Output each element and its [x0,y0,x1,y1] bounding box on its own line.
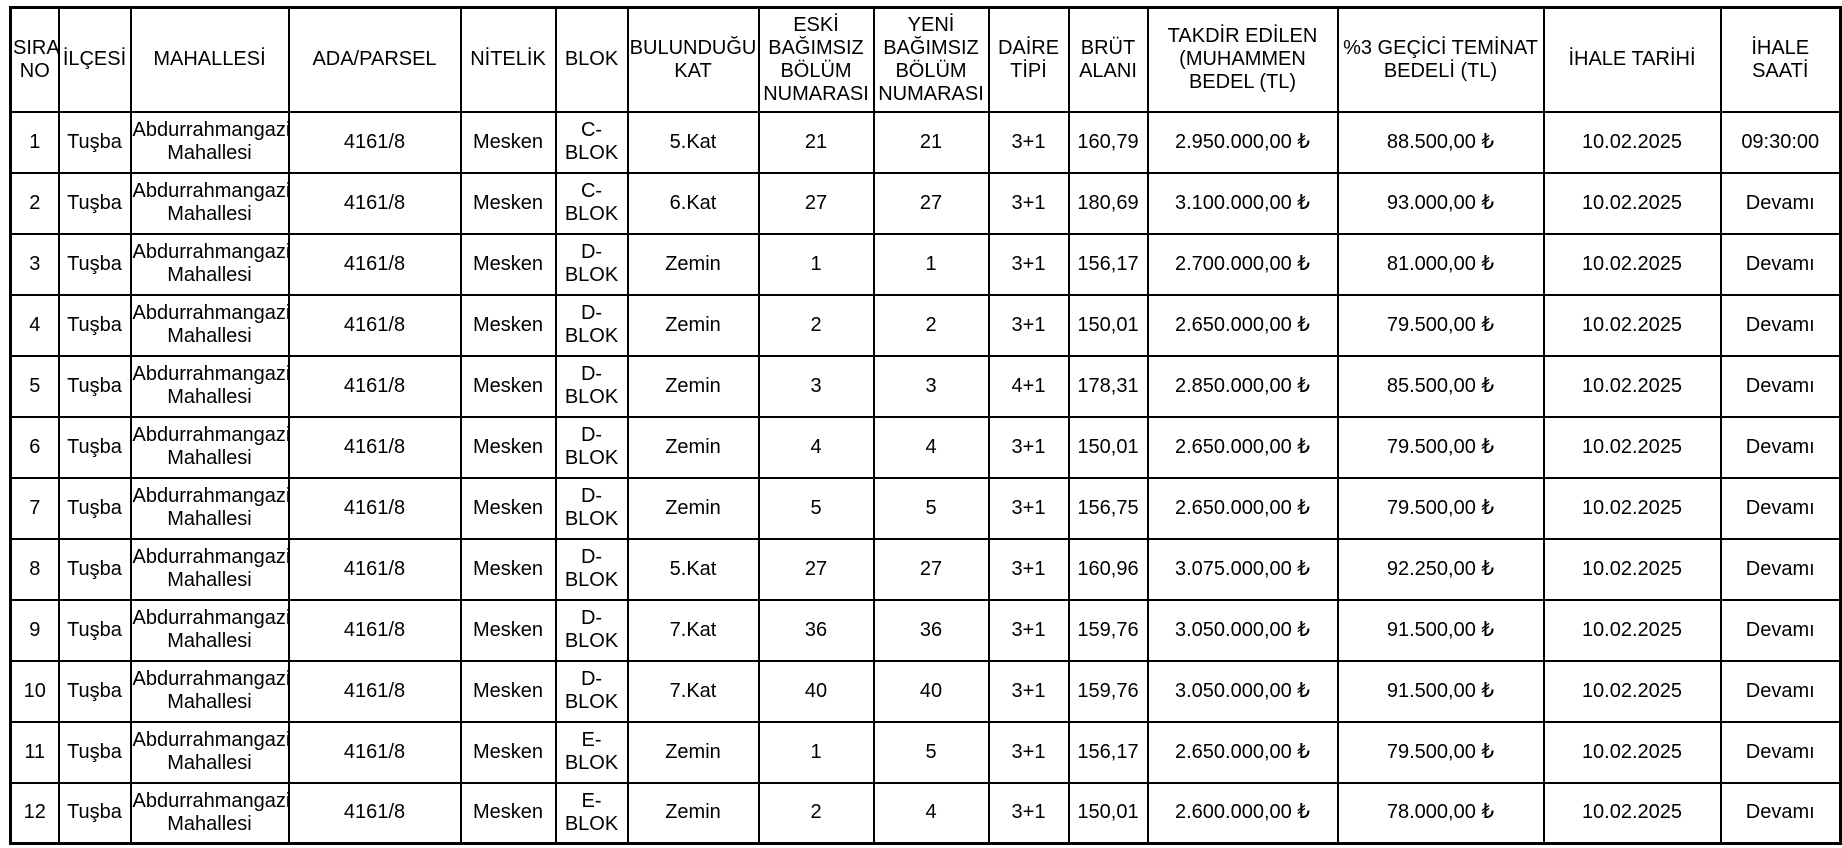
cell-ihale-tarihi: 10.02.2025 [1544,539,1721,600]
cell-blok: D-BLOK [556,661,628,722]
cell-nitelik: Mesken [461,478,556,539]
cell-nitelik: Mesken [461,417,556,478]
cell-sira-no: 5 [11,356,59,417]
table-row [11,356,1841,417]
table-row [11,783,1841,844]
cell-takdir-edilen-muhammen-bedel: 2.650.000,00 ₺ [1148,295,1338,356]
cell-ihale-saati: Devamı [1721,417,1841,478]
cell-daire-tipi: 3+1 [989,539,1069,600]
cell-takdir-edilen-muhammen-bedel: 3.100.000,00 ₺ [1148,173,1338,234]
cell-ilcesi: Tuşba [59,539,131,600]
cell-eski-bagimsiz-bolum-numarasi: 27 [759,539,874,600]
cell-yeni-bagimsiz-bolum-numarasi: 4 [874,417,989,478]
cell-daire-tipi: 3+1 [989,722,1069,783]
table-row [11,112,1841,173]
table-row [11,295,1841,356]
cell-sira-no: 7 [11,478,59,539]
cell-gecici-teminat-bedeli: 88.500,00 ₺ [1338,112,1544,173]
cell-daire-tipi: 3+1 [989,173,1069,234]
cell-ihale-saati: Devamı [1721,783,1841,844]
cell-ihale-tarihi: 10.02.2025 [1544,600,1721,661]
cell-nitelik: Mesken [461,295,556,356]
column-header-daire-tipi: DAİRE TİPİ [989,8,1069,112]
cell-blok: D-BLOK [556,417,628,478]
cell-ada-parsel: 4161/8 [289,234,461,295]
column-header-takdir-edilen-muhammen-bedel: TAKDİR EDİLEN (MUHAMMEN BEDEL (TL) [1148,8,1338,112]
cell-eski-bagimsiz-bolum-numarasi: 3 [759,356,874,417]
cell-bulundugu-kat: Zemin [628,783,759,844]
cell-bulundugu-kat: Zemin [628,478,759,539]
cell-brut-alani: 156,75 [1069,478,1148,539]
cell-ada-parsel: 4161/8 [289,173,461,234]
cell-bulundugu-kat: 7.Kat [628,600,759,661]
cell-daire-tipi: 3+1 [989,112,1069,173]
cell-ilcesi: Tuşba [59,600,131,661]
cell-bulundugu-kat: Zemin [628,417,759,478]
cell-ada-parsel: 4161/8 [289,112,461,173]
column-header-yeni-bagimsiz-bolum-numarasi: YENİ BAĞIMSIZ BÖLÜM NUMARASI [874,8,989,112]
cell-brut-alani: 159,76 [1069,661,1148,722]
cell-eski-bagimsiz-bolum-numarasi: 4 [759,417,874,478]
column-header-blok: BLOK [556,8,628,112]
cell-brut-alani: 160,79 [1069,112,1148,173]
cell-ada-parsel: 4161/8 [289,661,461,722]
cell-eski-bagimsiz-bolum-numarasi: 36 [759,600,874,661]
cell-brut-alani: 178,31 [1069,356,1148,417]
cell-takdir-edilen-muhammen-bedel: 2.850.000,00 ₺ [1148,356,1338,417]
cell-yeni-bagimsiz-bolum-numarasi: 5 [874,722,989,783]
cell-ilcesi: Tuşba [59,112,131,173]
cell-brut-alani: 156,17 [1069,234,1148,295]
cell-mahallesi: Abdurrahmangazi Mahallesi [131,356,289,417]
table-row [11,417,1841,478]
cell-sira-no: 3 [11,234,59,295]
cell-eski-bagimsiz-bolum-numarasi: 1 [759,722,874,783]
auction-table-header [11,8,1841,112]
cell-yeni-bagimsiz-bolum-numarasi: 2 [874,295,989,356]
cell-bulundugu-kat: Zemin [628,295,759,356]
cell-ihale-saati: Devamı [1721,356,1841,417]
cell-ihale-saati: Devamı [1721,661,1841,722]
cell-blok: E-BLOK [556,722,628,783]
column-header-bulundugu-kat: BULUNDUĞU KAT [628,8,759,112]
cell-brut-alani: 150,01 [1069,295,1148,356]
cell-blok: D-BLOK [556,295,628,356]
cell-takdir-edilen-muhammen-bedel: 3.050.000,00 ₺ [1148,661,1338,722]
auction-listing-sheet [9,6,1842,845]
cell-brut-alani: 159,76 [1069,600,1148,661]
cell-eski-bagimsiz-bolum-numarasi: 40 [759,661,874,722]
cell-sira-no: 8 [11,539,59,600]
cell-sira-no: 1 [11,112,59,173]
cell-takdir-edilen-muhammen-bedel: 3.075.000,00 ₺ [1148,539,1338,600]
cell-gecici-teminat-bedeli: 91.500,00 ₺ [1338,661,1544,722]
cell-blok: D-BLOK [556,539,628,600]
cell-yeni-bagimsiz-bolum-numarasi: 27 [874,173,989,234]
cell-ihale-saati: Devamı [1721,539,1841,600]
cell-brut-alani: 156,17 [1069,722,1148,783]
cell-ihale-tarihi: 10.02.2025 [1544,173,1721,234]
cell-brut-alani: 150,01 [1069,783,1148,844]
cell-gecici-teminat-bedeli: 79.500,00 ₺ [1338,417,1544,478]
cell-ilcesi: Tuşba [59,356,131,417]
cell-yeni-bagimsiz-bolum-numarasi: 36 [874,600,989,661]
cell-ihale-tarihi: 10.02.2025 [1544,783,1721,844]
cell-takdir-edilen-muhammen-bedel: 3.050.000,00 ₺ [1148,600,1338,661]
cell-blok: C-BLOK [556,112,628,173]
cell-ihale-tarihi: 10.02.2025 [1544,295,1721,356]
cell-ihale-tarihi: 10.02.2025 [1544,356,1721,417]
cell-bulundugu-kat: Zemin [628,356,759,417]
cell-sira-no: 9 [11,600,59,661]
cell-mahallesi: Abdurrahmangazi Mahallesi [131,600,289,661]
column-header-brut-alani: BRÜT ALANI [1069,8,1148,112]
cell-ilcesi: Tuşba [59,234,131,295]
cell-ada-parsel: 4161/8 [289,600,461,661]
column-header-ilcesi: İLÇESİ [59,8,131,112]
table-row [11,600,1841,661]
cell-daire-tipi: 4+1 [989,356,1069,417]
cell-ada-parsel: 4161/8 [289,478,461,539]
cell-nitelik: Mesken [461,356,556,417]
column-header-sira-no: SIRA NO [11,8,59,112]
cell-nitelik: Mesken [461,173,556,234]
auction-table [9,6,1842,845]
cell-ada-parsel: 4161/8 [289,722,461,783]
column-header-mahallesi: MAHALLESİ [131,8,289,112]
cell-blok: C-BLOK [556,173,628,234]
cell-mahallesi: Abdurrahmangazi Mahallesi [131,661,289,722]
cell-mahallesi: Abdurrahmangazi Mahallesi [131,173,289,234]
cell-daire-tipi: 3+1 [989,661,1069,722]
cell-ilcesi: Tuşba [59,661,131,722]
cell-yeni-bagimsiz-bolum-numarasi: 5 [874,478,989,539]
cell-gecici-teminat-bedeli: 93.000,00 ₺ [1338,173,1544,234]
cell-bulundugu-kat: 5.Kat [628,112,759,173]
cell-sira-no: 10 [11,661,59,722]
cell-yeni-bagimsiz-bolum-numarasi: 27 [874,539,989,600]
cell-mahallesi: Abdurrahmangazi Mahallesi [131,539,289,600]
cell-ihale-saati: Devamı [1721,722,1841,783]
cell-bulundugu-kat: Zemin [628,722,759,783]
cell-gecici-teminat-bedeli: 79.500,00 ₺ [1338,722,1544,783]
cell-ihale-saati: Devamı [1721,600,1841,661]
cell-eski-bagimsiz-bolum-numarasi: 21 [759,112,874,173]
cell-blok: D-BLOK [556,234,628,295]
table-row [11,173,1841,234]
cell-ihale-saati: Devamı [1721,173,1841,234]
cell-gecici-teminat-bedeli: 79.500,00 ₺ [1338,478,1544,539]
cell-brut-alani: 150,01 [1069,417,1148,478]
cell-mahallesi: Abdurrahmangazi Mahallesi [131,295,289,356]
cell-ihale-tarihi: 10.02.2025 [1544,478,1721,539]
cell-blok: D-BLOK [556,600,628,661]
cell-takdir-edilen-muhammen-bedel: 2.650.000,00 ₺ [1148,722,1338,783]
cell-mahallesi: Abdurrahmangazi Mahallesi [131,417,289,478]
cell-ada-parsel: 4161/8 [289,295,461,356]
cell-eski-bagimsiz-bolum-numarasi: 27 [759,173,874,234]
table-row [11,539,1841,600]
cell-ilcesi: Tuşba [59,173,131,234]
column-header-ihale-saati: İHALE SAATİ [1721,8,1841,112]
cell-nitelik: Mesken [461,112,556,173]
cell-nitelik: Mesken [461,661,556,722]
cell-ilcesi: Tuşba [59,478,131,539]
cell-ilcesi: Tuşba [59,722,131,783]
header-row [11,8,1841,112]
cell-ada-parsel: 4161/8 [289,539,461,600]
cell-ihale-tarihi: 10.02.2025 [1544,234,1721,295]
cell-sira-no: 6 [11,417,59,478]
cell-yeni-bagimsiz-bolum-numarasi: 40 [874,661,989,722]
cell-daire-tipi: 3+1 [989,783,1069,844]
cell-blok: D-BLOK [556,356,628,417]
cell-ihale-tarihi: 10.02.2025 [1544,722,1721,783]
cell-bulundugu-kat: Zemin [628,234,759,295]
cell-ihale-saati: Devamı [1721,295,1841,356]
cell-sira-no: 12 [11,783,59,844]
cell-ilcesi: Tuşba [59,295,131,356]
cell-ada-parsel: 4161/8 [289,783,461,844]
cell-bulundugu-kat: 5.Kat [628,539,759,600]
cell-daire-tipi: 3+1 [989,417,1069,478]
cell-sira-no: 11 [11,722,59,783]
cell-daire-tipi: 3+1 [989,295,1069,356]
cell-ada-parsel: 4161/8 [289,356,461,417]
column-header-nitelik: NİTELİK [461,8,556,112]
cell-nitelik: Mesken [461,722,556,783]
cell-nitelik: Mesken [461,234,556,295]
cell-yeni-bagimsiz-bolum-numarasi: 4 [874,783,989,844]
cell-ada-parsel: 4161/8 [289,417,461,478]
cell-ihale-tarihi: 10.02.2025 [1544,112,1721,173]
cell-eski-bagimsiz-bolum-numarasi: 5 [759,478,874,539]
column-header-ada-parsel: ADA/PARSEL [289,8,461,112]
column-header-ihale-tarihi: İHALE TARİHİ [1544,8,1721,112]
table-row [11,478,1841,539]
cell-brut-alani: 180,69 [1069,173,1148,234]
cell-gecici-teminat-bedeli: 79.500,00 ₺ [1338,295,1544,356]
cell-gecici-teminat-bedeli: 92.250,00 ₺ [1338,539,1544,600]
cell-ilcesi: Tuşba [59,783,131,844]
cell-gecici-teminat-bedeli: 81.000,00 ₺ [1338,234,1544,295]
cell-mahallesi: Abdurrahmangazi Mahallesi [131,112,289,173]
table-row [11,661,1841,722]
cell-takdir-edilen-muhammen-bedel: 2.600.000,00 ₺ [1148,783,1338,844]
cell-eski-bagimsiz-bolum-numarasi: 1 [759,234,874,295]
cell-takdir-edilen-muhammen-bedel: 2.650.000,00 ₺ [1148,478,1338,539]
cell-mahallesi: Abdurrahmangazi Mahallesi [131,783,289,844]
cell-ihale-tarihi: 10.02.2025 [1544,661,1721,722]
cell-yeni-bagimsiz-bolum-numarasi: 1 [874,234,989,295]
cell-ihale-saati: Devamı [1721,478,1841,539]
cell-bulundugu-kat: 6.Kat [628,173,759,234]
cell-mahallesi: Abdurrahmangazi Mahallesi [131,234,289,295]
cell-eski-bagimsiz-bolum-numarasi: 2 [759,783,874,844]
cell-sira-no: 4 [11,295,59,356]
column-header-eski-bagimsiz-bolum-numarasi: ESKİ BAĞIMSIZ BÖLÜM NUMARASI [759,8,874,112]
cell-mahallesi: Abdurrahmangazi Mahallesi [131,722,289,783]
cell-nitelik: Mesken [461,600,556,661]
auction-table-body [11,112,1841,844]
cell-nitelik: Mesken [461,783,556,844]
cell-brut-alani: 160,96 [1069,539,1148,600]
table-row [11,722,1841,783]
cell-daire-tipi: 3+1 [989,600,1069,661]
cell-ilcesi: Tuşba [59,417,131,478]
cell-daire-tipi: 3+1 [989,234,1069,295]
cell-takdir-edilen-muhammen-bedel: 2.700.000,00 ₺ [1148,234,1338,295]
cell-nitelik: Mesken [461,539,556,600]
cell-gecici-teminat-bedeli: 85.500,00 ₺ [1338,356,1544,417]
cell-gecici-teminat-bedeli: 91.500,00 ₺ [1338,600,1544,661]
cell-blok: D-BLOK [556,478,628,539]
cell-mahallesi: Abdurrahmangazi Mahallesi [131,478,289,539]
table-row [11,234,1841,295]
cell-blok: E-BLOK [556,783,628,844]
cell-gecici-teminat-bedeli: 78.000,00 ₺ [1338,783,1544,844]
cell-ihale-tarihi: 10.02.2025 [1544,417,1721,478]
cell-ihale-saati: Devamı [1721,234,1841,295]
cell-sira-no: 2 [11,173,59,234]
cell-bulundugu-kat: 7.Kat [628,661,759,722]
cell-ihale-saati: 09:30:00 [1721,112,1841,173]
cell-yeni-bagimsiz-bolum-numarasi: 3 [874,356,989,417]
column-header-gecici-teminat-bedeli: %3 GEÇİCİ TEMİNAT BEDELİ (TL) [1338,8,1544,112]
cell-takdir-edilen-muhammen-bedel: 2.950.000,00 ₺ [1148,112,1338,173]
cell-takdir-edilen-muhammen-bedel: 2.650.000,00 ₺ [1148,417,1338,478]
cell-eski-bagimsiz-bolum-numarasi: 2 [759,295,874,356]
cell-yeni-bagimsiz-bolum-numarasi: 21 [874,112,989,173]
cell-daire-tipi: 3+1 [989,478,1069,539]
